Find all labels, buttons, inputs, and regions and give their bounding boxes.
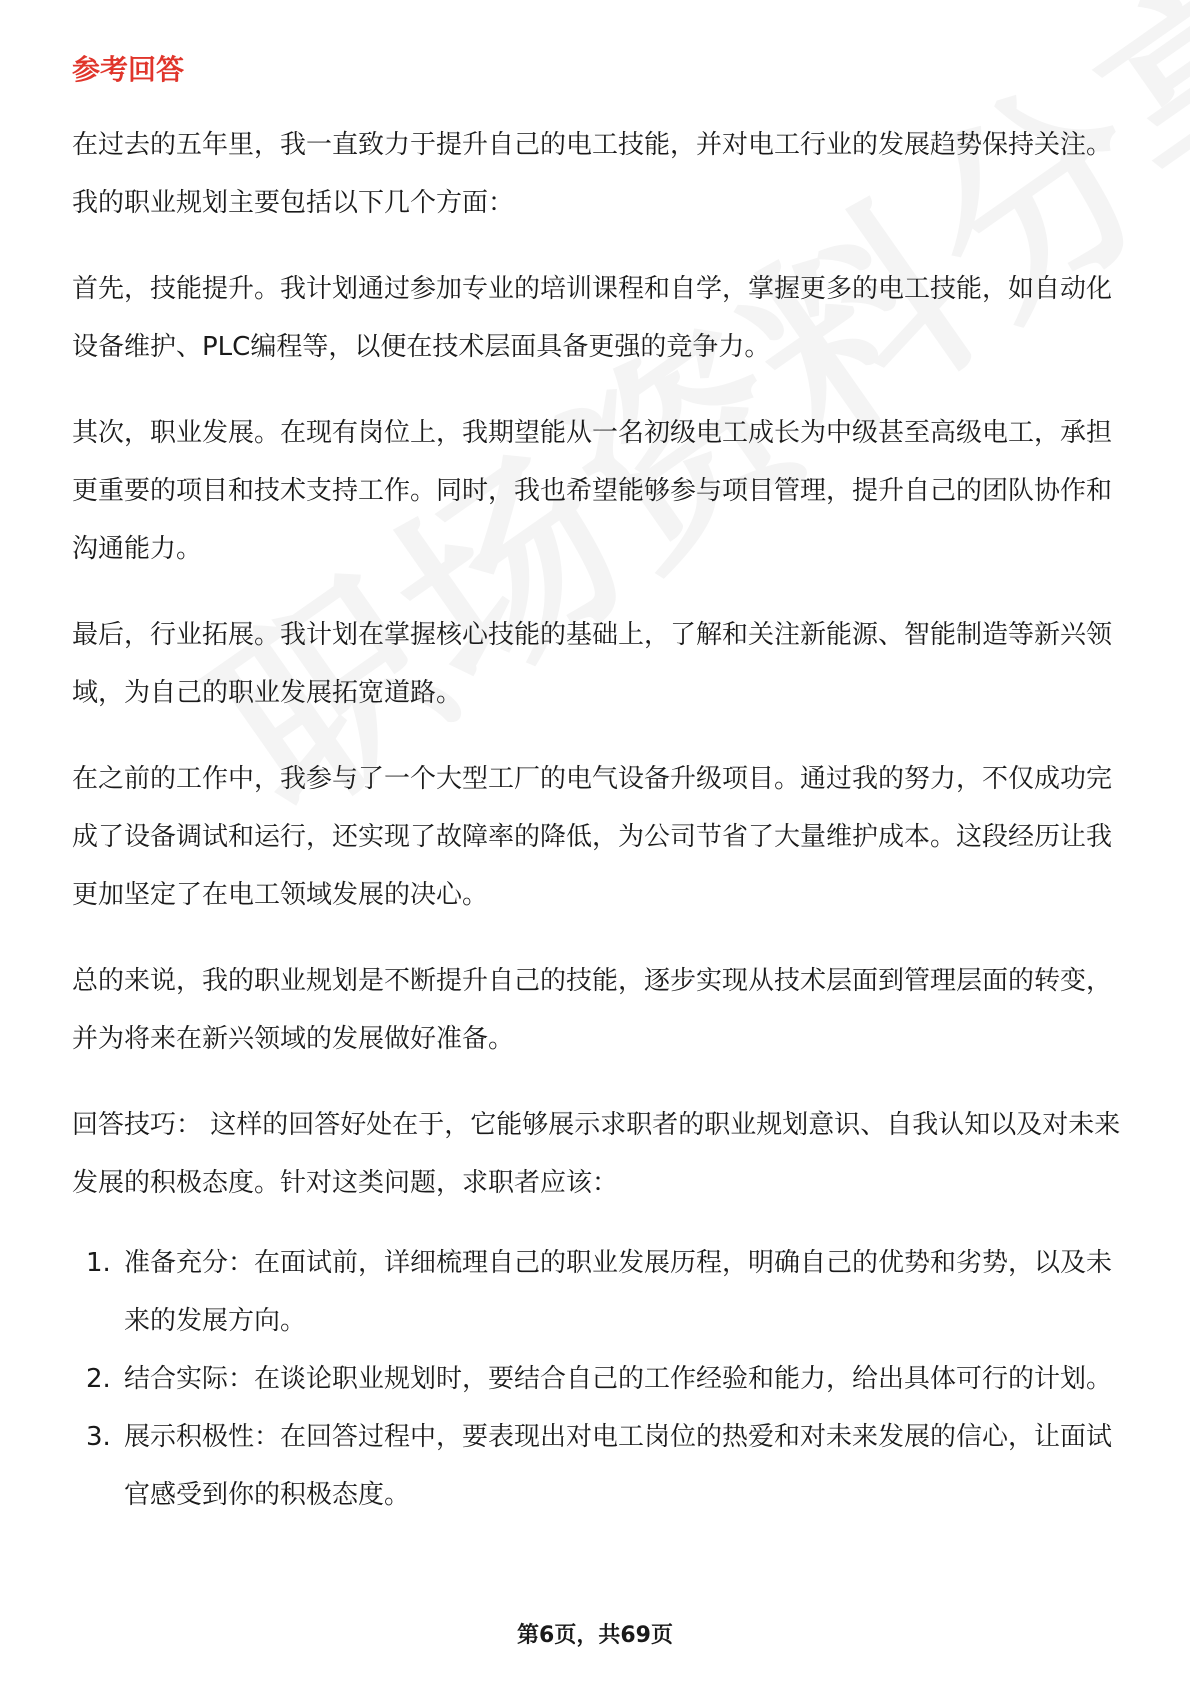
paragraph-career-development: 其次，职业发展。在现有岗位上，我期望能从一名初级电工成长为中级甚至高级电工，承担更重要的项目和技术支持工作。同时，我也希望能够参与项目管理，提升自己的团队协作和沟通能力。 (72, 418, 1113, 564)
section-heading: 参考回答 (72, 53, 185, 86)
list-item (72, 1350, 1122, 1408)
tips-intro: 回答技巧： 这样的回答好处在于，它能够展示求职者的职业规划意识、自我认知以及对未来发展的积极态度。针对这类问题，求职者应该： (72, 1110, 1121, 1198)
list-item (72, 1234, 1122, 1350)
list-number: 3. (86, 1422, 111, 1452)
paragraph-intro: 在过去的五年里，我一直致力于提升自己的电工技能，并对电工行业的发展趋势保持关注。我的职业规划主要包括以下几个方面： (72, 130, 1113, 218)
list-item-text: 准备充分：在面试前，详细梳理自己的职业发展历程，明确自己的优势和劣势，以及未来的发展方向。 (124, 1248, 1113, 1336)
list-item-text: 结合实际：在谈论职业规划时，要结合自己的工作经验和能力，给出具体可行的计划。 (124, 1364, 1113, 1394)
answer-content (72, 116, 1122, 1524)
paragraph-industry-expansion: 最后，行业拓展。我计划在掌握核心技能的基础上，了解和关注新能源、智能制造等新兴领域，为自己的职业发展拓宽道路。 (72, 620, 1113, 708)
list-number: 2. (86, 1364, 111, 1394)
tips-list (72, 1234, 1122, 1524)
paragraph-summary: 总的来说，我的职业规划是不断提升自己的技能，逐步实现从技术层面到管理层面的转变，并为将来在新兴领域的发展做好准备。 (72, 966, 1113, 1054)
list-item (72, 1408, 1122, 1524)
list-item-text: 展示积极性：在回答过程中，要表现出对电工岗位的热爱和对未来发展的信心，让面试官感受到你的积极态度。 (124, 1422, 1113, 1510)
paragraph-skill-upgrade: 首先，技能提升。我计划通过参加专业的培训课程和自学，掌握更多的电工技能，如自动化设备维护、PLC编程等，以便在技术层面具备更强的竞争力。 (72, 274, 1113, 362)
list-number: 1. (86, 1248, 111, 1278)
page-number-footer: 第6页，共69页 (517, 1623, 673, 1648)
paragraph-experience: 在之前的工作中，我参与了一个大型工厂的电气设备升级项目。通过我的努力，不仅成功完成了设备调试和运行，还实现了故障率的降低，为公司节省了大量维护成本。这段经历让我更加坚定了在电工领域发展的决心。 (72, 764, 1113, 910)
